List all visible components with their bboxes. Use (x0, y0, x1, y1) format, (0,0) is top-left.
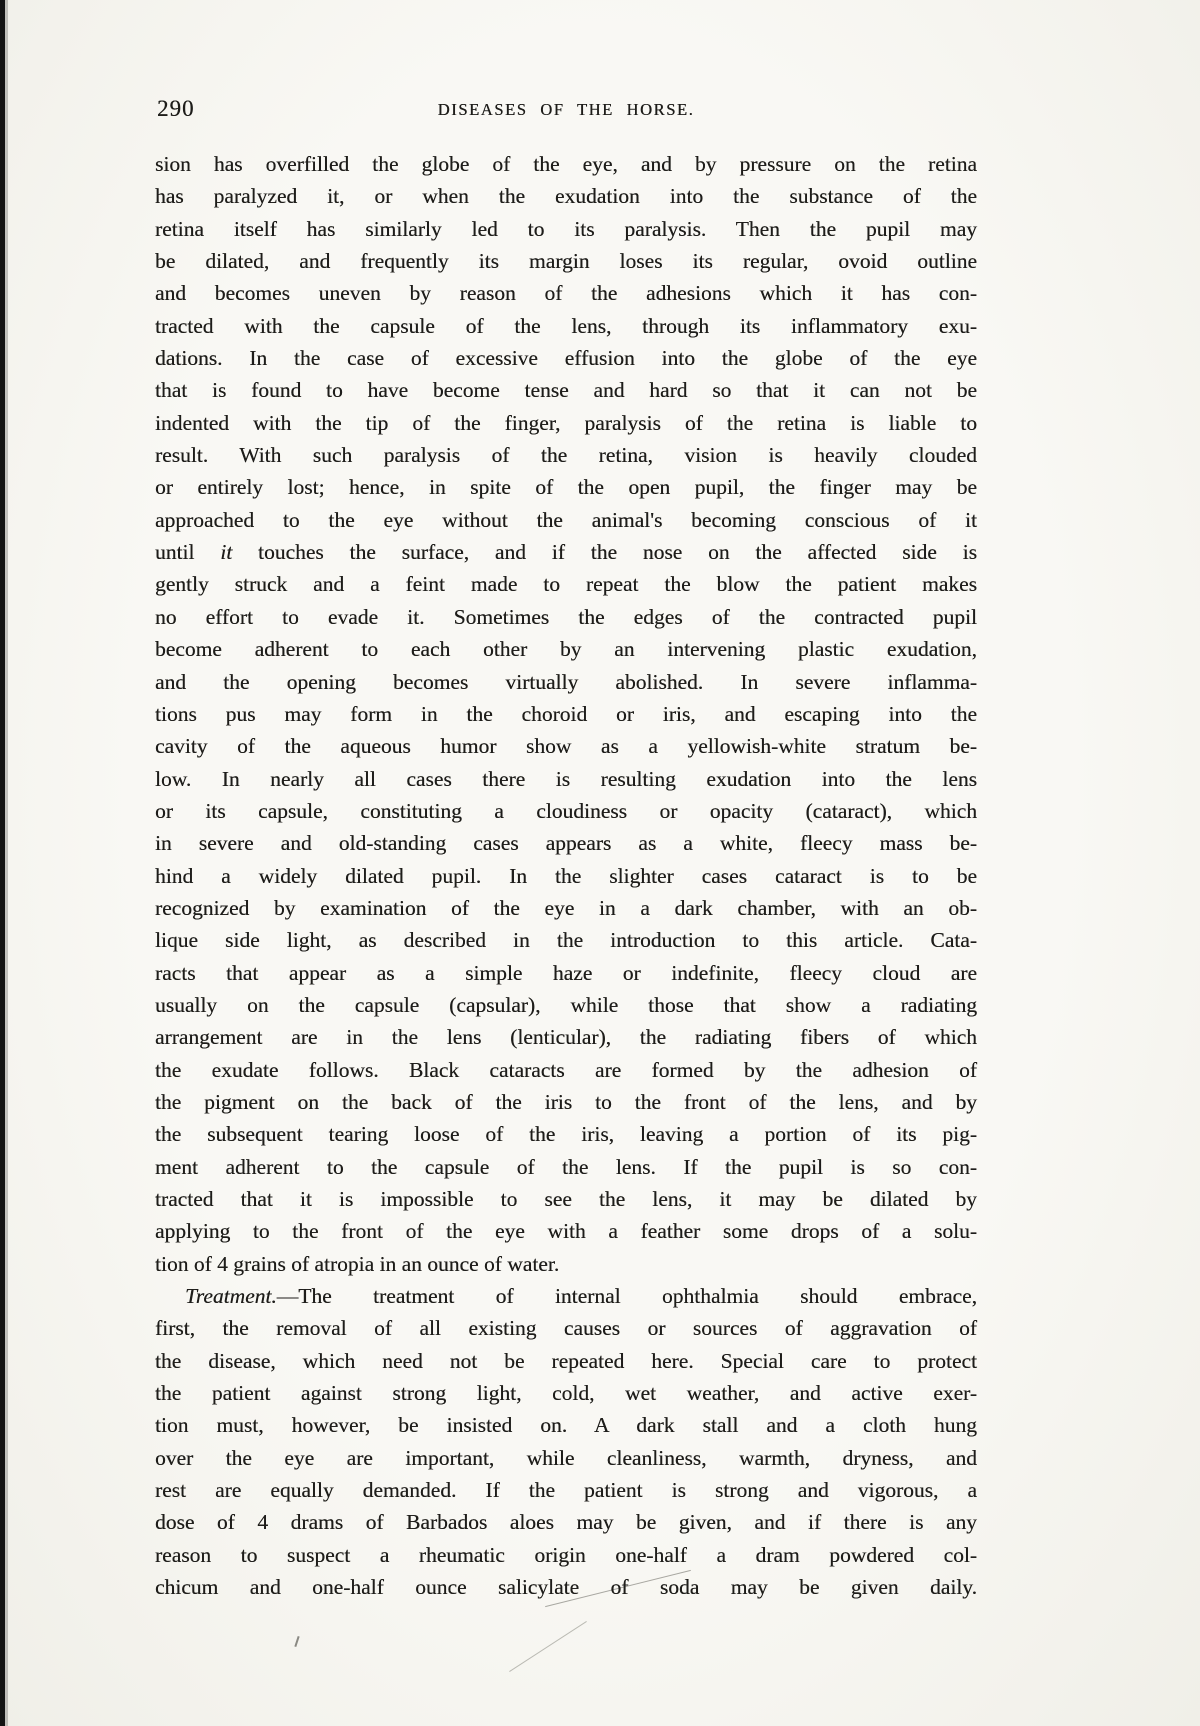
italic-text: Treatment. (185, 1284, 277, 1309)
running-title: DISEASES OF THE HORSE. (437, 100, 695, 119)
scan-hairline-artifact (509, 1621, 587, 1672)
text-line: that is found to have become tense and hard so that it can not be (155, 378, 977, 403)
scan-edge-shadow-artifact (5, 0, 8, 1726)
text-line: or its capsule, constituting a cloudiness or opacity (cataract), which (155, 798, 977, 823)
text-line: cavity of the aqueous humor show as a yellowish-white stratum be- (155, 734, 977, 759)
paragraph-treatment (155, 1280, 977, 1603)
text-line: gently struck and a feint made to repeat the blow the patient makes (155, 572, 977, 597)
page-content (155, 96, 977, 1603)
text-line: first, the removal of all existing causes or sources of aggravation of (155, 1316, 977, 1341)
text-line: rest are equally demanded. If the patient is strong and vigorous, a (155, 1478, 977, 1503)
italic-text: it (220, 540, 233, 565)
text-line: the subsequent tearing loose of the iris, leaving a portion of its pig- (155, 1122, 977, 1147)
text-line: approached to the eye without the animal's becoming conscious of it (155, 507, 977, 532)
text-line: Treatment.—The treatment of internal ophthalmia should embrace, (185, 1284, 977, 1309)
text-line: lique side light, as described in the introduction to this article. Cata- (155, 928, 977, 953)
text-line: the disease, which need not be repeated here. Special care to protect (155, 1348, 977, 1373)
text-line: in severe and old-standing cases appears as a white, fleecy mass be- (155, 831, 977, 856)
text-line: the exudate follows. Black cataracts are formed by the adhesion of (155, 1057, 977, 1082)
text-line: retina itself has similarly led to its paralysis. Then the pupil may (155, 216, 977, 241)
text-line: recognized by examination of the eye in a dark chamber, with an ob- (155, 895, 977, 920)
text-line: or entirely lost; hence, in spite of the open pupil, the finger may be (155, 475, 977, 500)
text-line: and the opening becomes virtually abolished. In severe inflamma- (155, 669, 977, 694)
scan-speck-artifact (294, 1636, 299, 1647)
text-line: be dilated, and frequently its margin loses its regular, ovoid outline (155, 249, 977, 274)
paragraph-continuation (155, 148, 977, 1280)
text-line: hind a widely dilated pupil. In the slighter cases cataract is to be (155, 863, 977, 888)
text-line: the pigment on the back of the iris to the front of the lens, and by (155, 1089, 977, 1114)
text-line: indented with the tip of the finger, paralysis of the retina is liable to (155, 410, 977, 435)
text-line: ment adherent to the capsule of the lens. If the pupil is so con- (155, 1154, 977, 1179)
text-line: tion of 4 grains of atropia in an ounce of water. (155, 1251, 560, 1276)
text-line: usually on the capsule (capsular), while those that show a radiating (155, 992, 977, 1017)
text-line: tracted with the capsule of the lens, through its inflammatory exu- (155, 313, 977, 338)
text-line: the patient against strong light, cold, wet weather, and active exer- (155, 1381, 977, 1406)
text-line: dations. In the case of excessive effusion into the globe of the eye (155, 346, 977, 371)
text-line: chicum and one-half ounce salicylate of soda may be given daily. (155, 1575, 977, 1600)
text-line: tion must, however, be insisted on. A dark stall and a cloth hung (155, 1413, 977, 1438)
text-line: racts that appear as a simple haze or indefinite, fleecy cloud are (155, 960, 977, 985)
text-line: result. With such paralysis of the retina, vision is heavily clouded (155, 443, 977, 468)
text-line: no effort to evade it. Sometimes the edges of the contracted pupil (155, 604, 977, 629)
page-number: 290 (157, 96, 195, 121)
text-line: dose of 4 drams of Barbados aloes may be given, and if there is any (155, 1510, 977, 1535)
text-line: over the eye are important, while cleanliness, warmth, dryness, and (155, 1445, 977, 1470)
text-line: sion has overfilled the globe of the eye, and by pressure on the retina (155, 152, 977, 176)
text-line: and becomes uneven by reason of the adhesions which it has con- (155, 281, 977, 306)
text-line: has paralyzed it, or when the exudation into the substance of the (155, 184, 977, 209)
text-line: low. In nearly all cases there is resulting exudation into the lens (155, 766, 977, 791)
text-line: arrangement are in the lens (lenticular), the radiating fibers of which (155, 1025, 977, 1050)
body-text (155, 148, 977, 1603)
text-line: reason to suspect a rheumatic origin one-half a dram powdered col- (155, 1542, 977, 1567)
text-line: applying to the front of the eye with a feather some drops of a solu- (155, 1219, 977, 1244)
text-line: tions pus may form in the choroid or iris, and escaping into the (155, 701, 977, 726)
text-line: until it touches the surface, and if the nose on the affected side is (155, 540, 977, 565)
text-line: become adherent to each other by an intervening plastic exudation, (155, 637, 977, 662)
text-line: tracted that it is impossible to see the lens, it may be dilated by (155, 1187, 977, 1211)
page-header (155, 96, 977, 126)
